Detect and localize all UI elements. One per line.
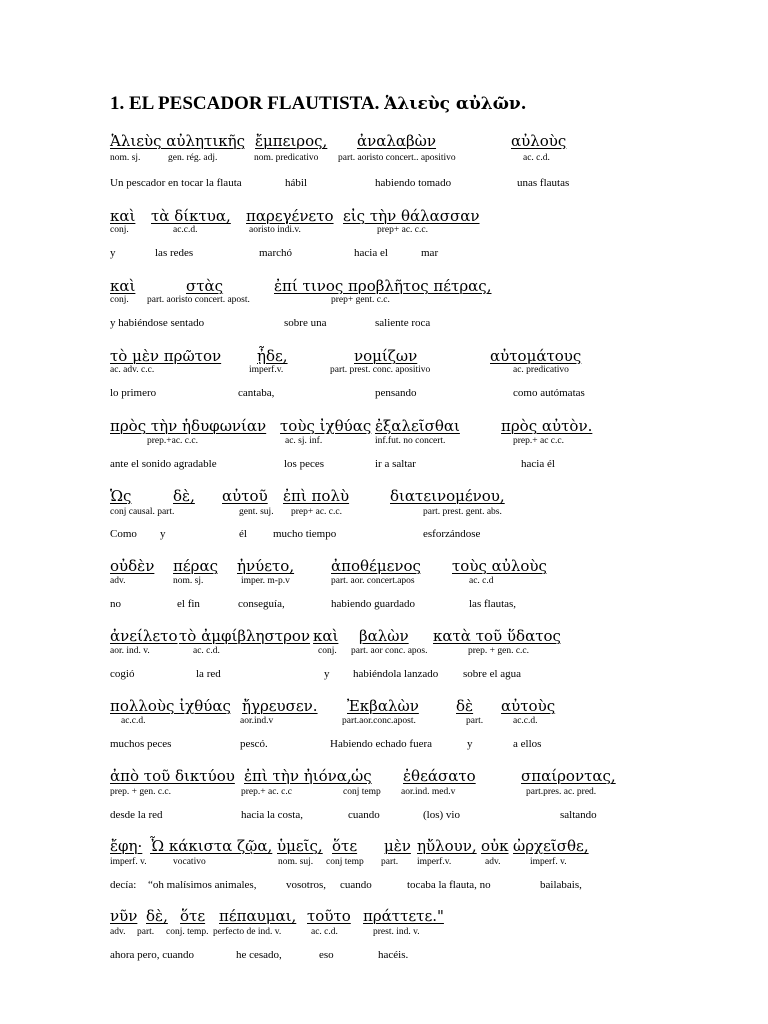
spanish-gloss: cogió [110,668,135,680]
spanish-gloss: hacéis. [378,949,409,961]
spanish-gloss: mucho tiempo [273,528,337,540]
spanish-gloss: decía: [110,879,137,891]
greek-word: δὲ, [146,907,168,925]
grammar-note: part. aor. concert.apos [331,576,415,586]
spanish-gloss: he cesado, [236,949,282,961]
greek-word: καὶ [110,207,136,225]
spanish-gloss: y [110,247,116,259]
spanish-gloss: “oh malísimos animales, [148,879,257,891]
greek-word: κατὰ τοῦ ὕδατος [433,627,561,645]
greek-word: αὐτομάτους [490,347,582,365]
grammar-note: prep+ ac. c.c. [291,507,342,517]
greek-word: ἀπὸ τοῦ δικτύου [110,767,235,785]
spanish-gloss: habiendo guardado [331,598,415,610]
greek-word: ἀποθέμενος [331,557,421,575]
greek-word: σπαίροντας, [521,767,616,785]
grammar-note: ac.c.d. [513,716,538,726]
spanish-gloss: desde la red [110,809,163,821]
sentence-block [0,130,768,200]
sentence-block [0,835,768,905]
spanish-gloss: pescó. [240,738,268,750]
greek-word: ἔμπειρος, [255,132,328,150]
greek-word: βαλὼν [359,627,409,645]
sentence-block [0,205,768,275]
greek-word: πρὸς τὴν ἡδυφωνίαν [110,417,267,435]
greek-word: τὸ μὲν πρῶτον [110,347,222,365]
greek-word: ἐξαλεῖσθαι [375,417,460,435]
grammar-note: gen. rég. adj. [168,153,218,163]
grammar-note: imperf.v. [249,365,284,375]
greek-word: ὅτε [180,907,206,925]
spanish-gloss: y habiéndose sentado [110,317,205,329]
spanish-gloss: bailabais, [540,879,582,891]
greek-word: ὅτε [332,837,358,855]
spanish-gloss: hacia el [354,247,388,259]
grammar-note: prep+ gent. c.c. [331,295,390,305]
greek-word: αὐτοὺς [501,697,556,715]
spanish-gloss: tocaba la flauta, no [407,879,491,891]
spanish-gloss: el fin [177,598,200,610]
spanish-gloss: y [160,528,166,540]
grammar-note: ac. c.d [469,576,494,586]
spanish-gloss: marchó [259,247,292,259]
grammar-note: part. [466,716,484,726]
grammar-note: part. [381,857,399,867]
spanish-gloss: Un pescador en tocar la flauta [110,177,242,189]
spanish-gloss: los peces [284,458,325,470]
grammar-note: imperf.v. [417,857,452,867]
greek-word: Ἁλιεὺς αὐλητικῆς [110,132,245,150]
spanish-gloss: esforzándose [423,528,481,540]
grammar-note: ac. adv. c.c. [110,365,155,375]
grammar-note: aor. ind. v. [110,646,150,656]
greek-word: ἀναλαβὼν [357,132,437,150]
grammar-note: part. [137,927,155,937]
grammar-note: ac. c.d. [523,153,550,163]
spanish-gloss: (los) vio [423,809,460,821]
grammar-note: conj. [318,646,337,656]
greek-word: ἀνείλετο [110,627,178,645]
grammar-note: part. prest. conc. apositivo [330,365,431,375]
greek-word: δὲ, [173,487,195,505]
greek-word: αὐλοὺς [511,132,567,150]
greek-word: πέρας [173,557,218,575]
grammar-note: nom. sj. [173,576,204,586]
grammar-note: prep.+ ac c.c. [513,436,564,446]
greek-word: ἔφη· [110,837,143,855]
grammar-note: adv. [110,576,126,586]
greek-word: τοὺς αὐλοὺς [452,557,547,575]
greek-word: ηὔλουν, [417,837,477,855]
greek-word: ὡς [351,767,372,785]
greek-word: δὲ [456,697,474,715]
grammar-note: part.pres. ac. pred. [526,787,597,797]
grammar-note: ac. c.d. [311,927,338,937]
spanish-gloss: y [324,668,330,680]
greek-word: ᾖδε, [257,347,288,365]
sentence-block [0,625,768,695]
spanish-gloss: habiendo tomado [375,177,452,189]
spanish-gloss: las redes [155,247,194,259]
spanish-gloss: él [239,528,247,540]
grammar-note: ac. predicativo [513,365,569,375]
grammar-note: nom. sj. [110,153,141,163]
sentence-block [0,555,768,625]
greek-word: διατεινομένου, [390,487,505,505]
grammar-note: adv. [110,927,126,937]
spanish-gloss: y [467,738,473,750]
grammar-note: ac. c.d. [193,646,220,656]
greek-word: ἠνύετο, [237,557,295,575]
grammar-note: prep+ ac. c.c. [377,225,428,235]
grammar-note: aor.ind. med.v [401,787,456,797]
spanish-gloss: pensando [375,387,417,399]
spanish-gloss: a ellos [513,738,542,750]
greek-word: νῦν [110,907,138,925]
sentence-block [0,765,768,835]
grammar-note: nom. predicativo [254,153,319,163]
spanish-gloss: ante el sonido agradable [110,458,217,470]
sentence-block [0,485,768,555]
grammar-note: conj temp [343,787,381,797]
greek-word: οὐδὲν [110,557,155,575]
grammar-note: prep. + gen. c.c. [468,646,530,656]
grammar-note: conj. [110,225,129,235]
spanish-gloss: hábil [285,177,307,189]
grammar-note: ac.c.d. [121,716,146,726]
spanish-gloss: Habiendo echado fuera [330,738,433,750]
grammar-note: part. prest. gent. abs. [423,507,502,517]
greek-word: ἤγρευσεν. [242,697,318,715]
grammar-note: aoristo indi.v. [249,225,301,235]
grammar-note: part.aor.conc.apost. [342,716,416,726]
greek-word: καὶ [313,627,339,645]
spanish-gloss: muchos peces [110,738,172,750]
grammar-note: gent. suj. [239,507,274,517]
title-greek: Ἁλιεὺς αὐλῶν. [384,94,527,114]
grammar-note: nom. suj. [278,857,314,867]
grammar-note: prep.+ ac. c.c [241,787,292,797]
spanish-gloss: la red [196,668,221,680]
grammar-note: prep. + gen. c.c. [110,787,172,797]
greek-word: τοὺς ἰχθύας [280,417,372,435]
greek-word: Ὦ κάκιστα ζῷα, [150,837,273,855]
greek-word: πράττετε." [363,907,444,925]
greek-word: ὑμεῖς, [277,837,323,855]
greek-word: ἐπὶ πολὺ [283,487,350,505]
greek-word: Ἐκβαλὼν [347,697,419,715]
grammar-note: prest. ind. v. [373,927,420,937]
spanish-gloss: unas flautas [517,177,570,189]
greek-word: οὐκ [481,837,509,855]
spanish-gloss: eso [319,949,334,961]
spanish-gloss: ahora pero, cuando [110,949,194,961]
sentence-block [0,275,768,345]
greek-word: ἐπὶ τὴν ἠιόνα, [244,767,352,785]
greek-word: ὠρχεῖσθε, [513,837,589,855]
greek-word: πολλοὺς ἰχθύας [110,697,231,715]
greek-word: Ὡς [110,487,132,505]
grammar-note: inf.fut. no concert. [375,436,446,446]
grammar-note: part. aoristo concert.. apositivo [338,153,456,163]
spanish-gloss: hacia la costa, [241,809,303,821]
greek-word: ἐπί τινος προβλῆτος πέτρας, [274,277,492,295]
spanish-gloss: cuando [340,879,372,891]
grammar-note: prep.+ac. c.c. [147,436,198,446]
spanish-gloss: no [110,598,121,610]
greek-word: πέπαυμαι, [219,907,297,925]
sentence-block [0,905,768,975]
greek-word: στὰς [186,277,224,295]
greek-word: τοῦτο [307,907,351,925]
greek-word: τὰ δίκτυα, [151,207,231,225]
grammar-note: perfecto de ind. v. [213,927,282,937]
grammar-note: conj. temp. [166,927,209,937]
sentence-block [0,695,768,765]
spanish-gloss: saltando [560,809,597,821]
grammar-note: ac.c.d. [173,225,198,235]
page-title [110,93,527,115]
spanish-gloss: mar [421,247,439,259]
spanish-gloss: como autómatas [513,387,585,399]
spanish-gloss: las flautas, [469,598,517,610]
grammar-note: ac. sj. inf. [285,436,323,446]
grammar-note: adv. [485,857,501,867]
spanish-gloss: hacia él [521,458,555,470]
spanish-gloss: cantaba, [238,387,275,399]
greek-word: αὐτοῦ [222,487,268,505]
grammar-note: conj causal. part. [110,507,175,517]
spanish-gloss: Como [110,528,137,540]
spanish-gloss: lo primero [110,387,157,399]
title-text: 1. EL PESCADOR FLAUTISTA. [110,93,380,114]
greek-word: καὶ [110,277,136,295]
grammar-note: conj. [110,295,129,305]
grammar-note: conj temp [326,857,364,867]
sentence-block [0,415,768,485]
grammar-note: imperf. v. [530,857,567,867]
grammar-note: part. aoristo concert. apost. [147,295,250,305]
grammar-note: imper. m-p.v [241,576,290,586]
spanish-gloss: saliente roca [375,317,431,329]
sentence-block [0,345,768,415]
spanish-gloss: ir a saltar [375,458,416,470]
grammar-note: vocativo [173,857,206,867]
spanish-gloss: sobre una [284,317,327,329]
spanish-gloss: habiéndola lanzado [353,668,439,680]
greek-word: νομίζων [354,347,418,365]
spanish-gloss: conseguía, [238,598,285,610]
spanish-gloss: cuando [348,809,380,821]
greek-word: πρὸς αὐτὸν. [501,417,593,435]
greek-word: ἐθεάσατο [403,767,476,785]
grammar-note: aor.ind.v [240,716,274,726]
greek-word: παρεγένετο [246,207,334,225]
spanish-gloss: vosotros, [286,879,327,891]
grammar-note: part. aor conc. apos. [351,646,428,656]
greek-word: εἰς τὴν θάλασσαν [343,207,480,225]
spanish-gloss: sobre el agua [463,668,522,680]
grammar-note: imperf. v. [110,857,147,867]
greek-word: μὲν [384,837,411,855]
greek-word: τὸ ἀμφίβληστρον [179,627,311,645]
